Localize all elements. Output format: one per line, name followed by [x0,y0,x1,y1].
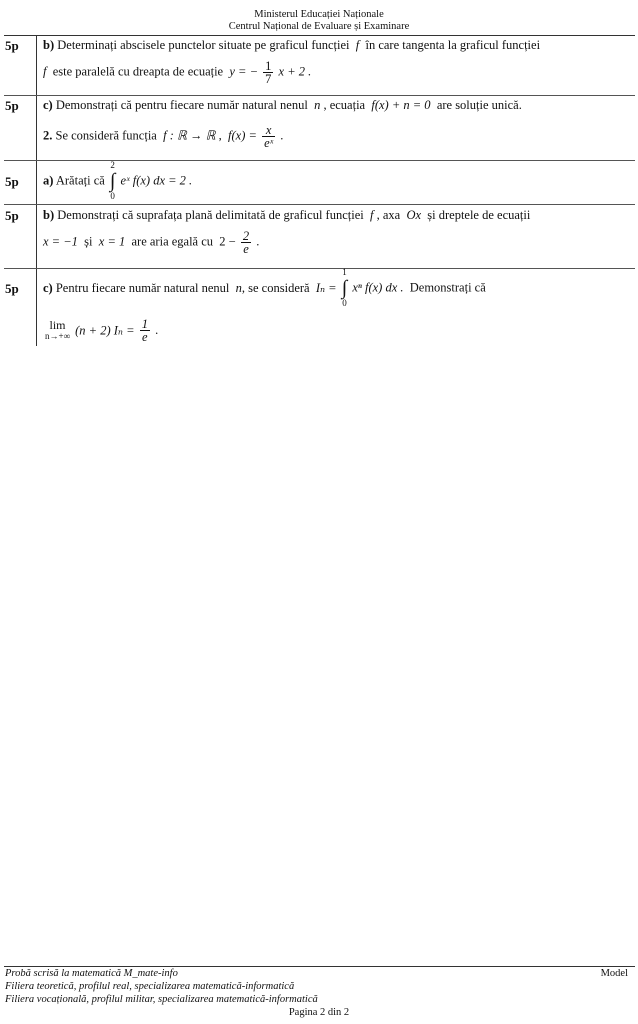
math-var: n [314,98,321,112]
question-text: în care tangenta la graficul funcției [365,38,541,52]
question-text: Demonstrați că suprafața plană delimitată de graficul funcției [57,208,364,222]
footer-line2: Filiera teoretică, profilul real, specializarea matematică-informatică [5,981,295,992]
question-2c-line1 [43,267,628,309]
points-label: 5p [5,174,19,189]
frac-den: e [142,330,148,344]
question-text: Pentru fiecare număr natural nenul [55,281,230,295]
question-prefix [43,281,340,295]
frac-den: e [243,242,249,256]
math-var: Ox [406,208,422,222]
frac-num: 2 [242,229,250,243]
question-text: și dreptele de ecuații [427,208,531,222]
integral-sign: 1 ∫ 0 [341,267,348,308]
question-2b-line1 [43,208,530,223]
footer-model: Model [600,968,628,979]
upper-limit: 1 [342,267,347,277]
question-1b-line1 [43,38,540,53]
question-label: c) [43,98,53,112]
header-rule [4,35,635,36]
frac-den: 7 [265,72,272,86]
header-center: Centrul Național de Evaluare și Examinare [228,21,410,32]
fraction [263,60,273,85]
math-expr: y = − [229,64,259,79]
question-text: și [84,234,93,249]
question-1c [43,98,522,113]
integral-sign: 2 ∫ 0 [109,160,116,201]
lim-sub: n→+∞ [45,330,70,341]
upper-limit: 2 [110,160,115,170]
math-expr: xⁿ f(x) dx . [352,280,404,295]
question-text: , ecuația [323,98,366,112]
question-2b-line2 [43,230,259,255]
question-text: are aria egală cu [131,234,214,249]
question-text: , se consideră [241,281,310,295]
question-1b-line2 [43,60,311,85]
math-expr: 2 − [219,234,236,249]
problem-number: 2. [43,128,53,143]
punctuation: . [280,128,284,143]
question-prefix [43,174,105,188]
fraction [262,124,275,149]
math-expr: eˣ f(x) dx = 2 . [120,173,193,188]
math-expr: f : ℝ → ℝ , [163,128,222,143]
punctuation: . [256,234,260,249]
fraction [140,318,150,343]
math-expr: Iₙ = [315,281,337,295]
question-label: b) [43,208,55,222]
footer-line3: Filiera vocațională, profilul militar, specializarea matematică-informatică [5,994,318,1005]
lim-label: lim [49,317,66,332]
math-expr: x + 2 . [278,64,312,79]
question-text: Arătați că [55,173,105,188]
question-text: are soluție unică. [436,98,522,112]
question-text: , axa [376,208,401,222]
lower-limit: 0 [110,191,115,201]
page-number: Pagina 2 din 2 [288,1007,350,1018]
math-var: f [369,208,374,222]
math-expr: x = −1 [43,234,78,249]
points-label: 5p [5,208,19,223]
math-expr: f(x) + n = 0 [371,98,431,112]
question-2c-line2 [43,318,158,343]
frac-num: 1 [265,59,272,73]
column-divider [36,36,37,346]
frac-den: eˣ [264,136,274,150]
row-divider [4,95,635,96]
punctuation: . [155,323,159,337]
footer-line1: Probă scrisă la matematică M_mate-info [5,968,178,979]
math-expr: (n + 2) Iₙ = [75,323,135,338]
points-label: 5p [5,38,19,53]
math-expr: x = 1 [98,234,126,249]
question-text: Demonstrați că pentru fiecare număr natural nenul [55,98,308,112]
problem-2-statement [43,124,283,149]
row-divider [4,204,635,205]
points-label: 5p [5,98,19,113]
question-text: Determinați abscisele punctelor situate pe graficul funcției [57,38,350,52]
math-expr: f(x) = [228,128,257,143]
question-label: b) [43,38,55,52]
question-label: c) [43,281,53,295]
math-var: f [43,64,47,79]
math-var: n [235,281,242,295]
math-var: f [355,38,360,52]
limit-operator [45,317,70,342]
page-header [0,9,638,33]
question-text: Demonstrați că [409,280,486,295]
frac-num: x [262,124,275,137]
question-label: a) [43,173,54,188]
header-ministry: Ministerul Educației Naționale [254,9,384,20]
question-2a [43,160,192,202]
fraction [241,230,251,255]
points-label: 5p [5,281,19,296]
footer-rule [4,966,635,967]
lower-limit: 0 [342,298,347,308]
question-text: este paralelă cu dreapta de ecuație [52,64,224,79]
question-text: Se consideră funcția [55,128,157,143]
frac-num: 1 [141,317,148,331]
